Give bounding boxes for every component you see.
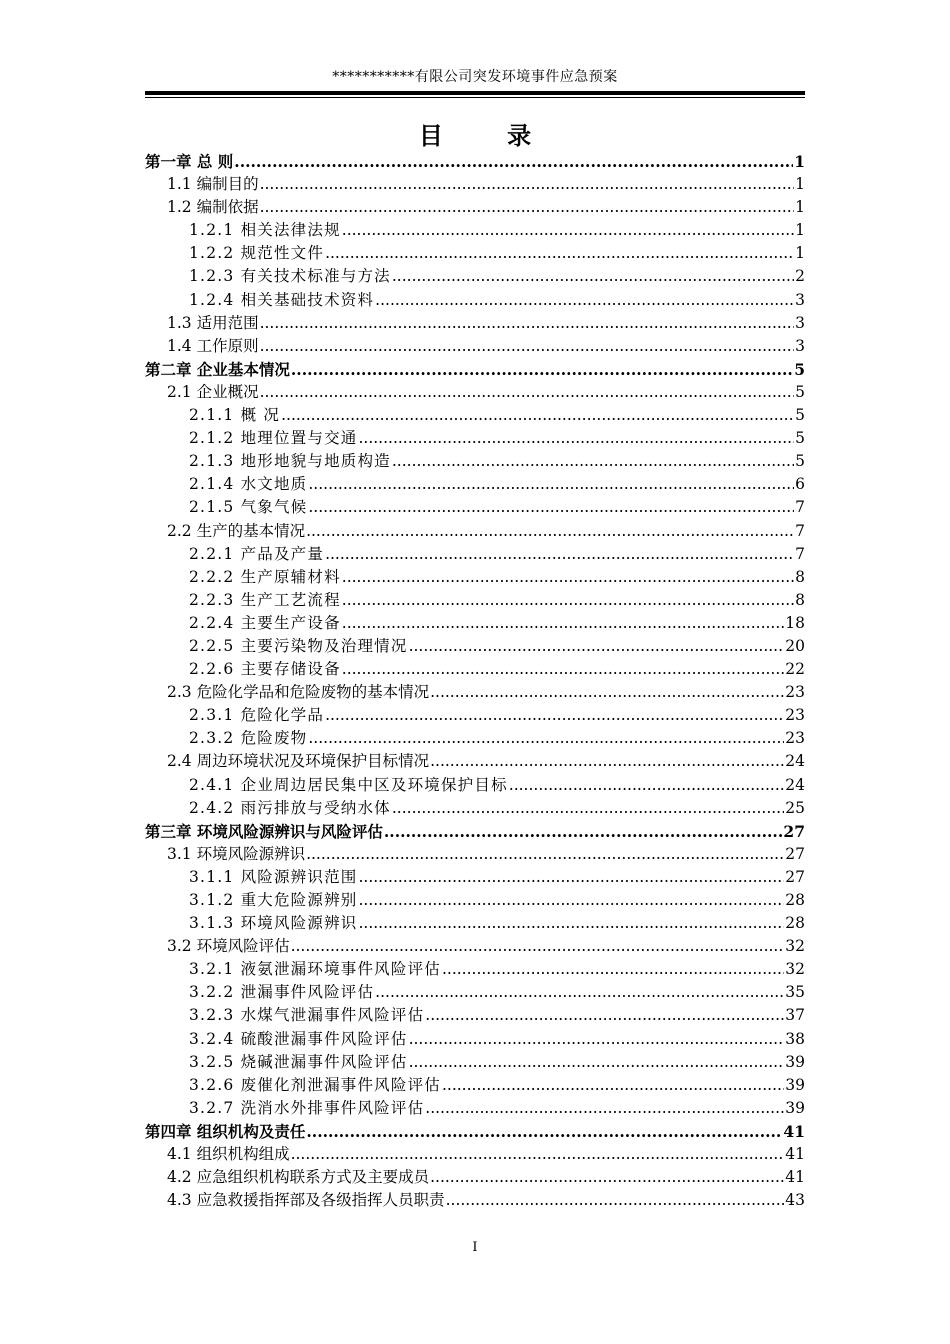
- toc-entry[interactable]: [145, 473, 805, 496]
- toc-entry-title: 4.3 应急救援指挥部及各级指挥人员职责: [167, 1191, 445, 1210]
- toc-entry-title: 3.2.7 洗消水外排事件风险评估: [189, 1098, 425, 1117]
- toc-entry-title: 第一章 总 则: [145, 152, 234, 171]
- toc-dot-leader: [384, 820, 783, 843]
- toc-entry-page: 18: [785, 613, 805, 632]
- toc-dot-leader: [342, 219, 794, 242]
- toc-dot-leader: [392, 450, 794, 473]
- toc-chapter-entry[interactable]: [145, 820, 805, 843]
- toc-entry[interactable]: [145, 958, 805, 981]
- toc-dot-leader: [358, 866, 784, 889]
- toc-entry-title: 1.1 编制目的: [167, 175, 259, 194]
- toc-entry-title: 2.2.4 主要生产设备: [189, 613, 341, 632]
- toc-entry[interactable]: [145, 866, 805, 889]
- toc-dot-leader: [260, 196, 795, 219]
- toc-entry-title: 3.2.5 烧碱泄漏事件风险评估: [189, 1052, 408, 1071]
- toc-entry[interactable]: [145, 173, 805, 196]
- toc-entry[interactable]: [145, 219, 805, 242]
- toc-entry[interactable]: [145, 704, 805, 727]
- toc-entry-title: 1.2.2 规范性文件: [189, 244, 325, 263]
- toc-entry[interactable]: [145, 196, 805, 219]
- toc-dot-leader: [392, 797, 784, 820]
- toc-entry-page: 32: [785, 960, 805, 979]
- toc-dot-leader: [308, 496, 794, 519]
- toc-dot-leader: [392, 265, 794, 288]
- toc-dot-leader: [260, 335, 795, 358]
- toc-entry-title: 2.2.3 生产工艺流程: [189, 590, 341, 609]
- toc-dot-leader: [260, 312, 795, 335]
- toc-dot-leader: [409, 1051, 785, 1074]
- toc-entry-page: 1: [795, 198, 805, 217]
- toc-dot-leader: [425, 1097, 784, 1120]
- toc-dot-leader: [291, 358, 793, 381]
- toc-dot-leader: [425, 1004, 784, 1027]
- toc-dot-leader: [260, 381, 795, 404]
- toc-entry[interactable]: [145, 774, 805, 797]
- toc-entry[interactable]: [145, 404, 805, 427]
- toc-entry-page: 3: [795, 336, 805, 355]
- toc-entry[interactable]: [145, 1051, 805, 1074]
- toc-dot-leader: [375, 289, 794, 312]
- toc-entry[interactable]: [145, 1004, 805, 1027]
- toc-entry-page: 1: [795, 221, 805, 240]
- page-number: I: [472, 1240, 478, 1255]
- toc-entry-page: 5: [795, 429, 805, 448]
- toc-dot-leader: [291, 1143, 785, 1166]
- toc-entry-page: 28: [785, 914, 805, 933]
- toc-entry-page: 7: [795, 521, 805, 540]
- toc-entry[interactable]: [145, 265, 805, 288]
- toc-entry-page: 5: [795, 452, 805, 471]
- toc-entry-title: 2.1.3 地形地貌与地质构造: [189, 452, 391, 471]
- toc-dot-leader: [509, 774, 784, 797]
- toc-entry[interactable]: [145, 1189, 805, 1212]
- toc-entry-page: 37: [785, 1006, 805, 1025]
- toc-entry-title: 2.1.5 气象气候: [189, 498, 308, 517]
- toc-entry-page: 27: [785, 844, 805, 863]
- toc-entry-page: 39: [785, 1098, 805, 1117]
- toc-entry[interactable]: [145, 520, 805, 543]
- toc-chapter-entry[interactable]: [145, 1120, 805, 1143]
- toc-entry-page: 43: [785, 1191, 805, 1210]
- toc-entry[interactable]: [145, 635, 805, 658]
- toc-dot-leader: [358, 427, 794, 450]
- running-header: ***********有限公司突发环境事件应急预案: [332, 69, 618, 85]
- toc-entry[interactable]: [145, 543, 805, 566]
- toc-entry-title: 2.3.1 危险化学品: [189, 706, 325, 725]
- toc-entry[interactable]: [145, 496, 805, 519]
- header-rule-thin: [145, 97, 805, 98]
- toc-entry[interactable]: [145, 335, 805, 358]
- toc-entry-page: 25: [785, 798, 805, 817]
- toc-entry[interactable]: [145, 981, 805, 1004]
- toc-entry-title: 第二章 企业基本情况: [145, 359, 290, 379]
- toc-dot-leader: [409, 635, 785, 658]
- toc-entry-title: 1.2 编制依据: [167, 198, 259, 217]
- toc-entry-title: 2.3.2 危险废物: [189, 729, 308, 748]
- toc-entry-page: 23: [785, 683, 805, 702]
- toc-entry-title: 3.2.3 水煤气泄漏事件风险评估: [189, 1006, 425, 1025]
- toc-dot-leader: [234, 150, 793, 173]
- toc-entry-page: 41: [783, 1121, 805, 1141]
- table-of-contents: [145, 150, 805, 1212]
- toc-entry-title: 2.2 生产的基本情况: [167, 521, 306, 540]
- toc-title: 目 录: [418, 121, 560, 150]
- toc-entry-page: 28: [785, 891, 805, 909]
- toc-entry[interactable]: [145, 889, 805, 912]
- toc-entry-title: 2.2.6 主要存储设备: [189, 660, 341, 679]
- toc-dot-leader: [342, 566, 794, 589]
- toc-dot-leader: [409, 1028, 785, 1051]
- toc-entry[interactable]: [145, 242, 805, 265]
- toc-entry[interactable]: [145, 750, 805, 773]
- toc-entry-page: 5: [794, 359, 805, 379]
- toc-dot-leader: [325, 242, 794, 265]
- toc-entry[interactable]: [145, 612, 805, 635]
- toc-entry-page: 32: [785, 937, 805, 956]
- toc-dot-leader: [430, 750, 784, 773]
- toc-entry-title: 2.3 危险化学品和危险废物的基本情况: [167, 683, 430, 702]
- toc-entry-title: 2.4.1 企业周边居民集中区及环境保护目标: [189, 775, 508, 794]
- toc-entry-page: 7: [795, 544, 805, 563]
- toc-chapter-entry[interactable]: [145, 358, 805, 381]
- toc-dot-leader: [342, 612, 784, 635]
- toc-dot-leader: [430, 681, 784, 704]
- toc-entry-page: 39: [785, 1075, 805, 1094]
- toc-entry[interactable]: [145, 1166, 805, 1189]
- toc-entry-page: 20: [785, 636, 805, 655]
- toc-entry-title: 3.1 环境风险源辨识: [167, 844, 306, 863]
- toc-dot-leader: [260, 173, 795, 196]
- toc-entry-title: 2.1.2 地理位置与交通: [189, 429, 358, 448]
- toc-entry-page: 2: [795, 267, 805, 286]
- toc-dot-leader: [442, 1074, 784, 1097]
- toc-entry-title: 1.3 适用范围: [167, 313, 259, 332]
- toc-entry-page: 3: [795, 290, 805, 309]
- toc-entry-title: 2.1.4 水文地质: [189, 475, 308, 494]
- toc-entry-page: 22: [785, 660, 805, 679]
- toc-entry-title: 4.1 组织机构组成: [167, 1145, 290, 1164]
- toc-entry[interactable]: [145, 589, 805, 612]
- toc-entry-title: 第三章 环境风险源辨识与风险评估: [145, 821, 383, 841]
- toc-entry-title: 2.1 企业概况: [167, 382, 259, 401]
- toc-entry-page: 1: [794, 152, 805, 171]
- toc-entry-title: 1.2.1 相关法律法规: [189, 221, 341, 240]
- toc-entry-page: 1: [795, 175, 805, 194]
- toc-entry-title: 1.2.4 相关基础技术资料: [189, 290, 375, 309]
- toc-dot-leader: [375, 981, 784, 1004]
- toc-entry[interactable]: [145, 658, 805, 681]
- toc-entry[interactable]: [145, 566, 805, 589]
- toc-entry-page: 24: [785, 752, 805, 771]
- toc-entry-page: 7: [795, 498, 805, 517]
- toc-dot-leader: [325, 704, 784, 727]
- toc-entry[interactable]: [145, 1028, 805, 1051]
- toc-dot-leader: [442, 958, 784, 981]
- toc-entry-title: 2.2.2 生产原辅材料: [189, 567, 341, 586]
- toc-entry-title: 4.2 应急组织机构联系方式及主要成员: [167, 1168, 430, 1187]
- toc-entry[interactable]: [145, 727, 805, 750]
- toc-entry-title: 3.2 环境风险评估: [167, 937, 290, 956]
- toc-dot-leader: [358, 889, 784, 912]
- toc-dot-leader: [306, 843, 784, 866]
- toc-entry-page: 27: [783, 821, 805, 841]
- toc-entry-title: 2.1.1 概 况: [189, 406, 281, 425]
- toc-dot-leader: [308, 473, 794, 496]
- toc-dot-leader: [325, 543, 794, 566]
- toc-entry[interactable]: [145, 312, 805, 335]
- toc-entry-title: 3.1.2 重大危险源辨别: [189, 891, 358, 909]
- toc-entry-page: 8: [795, 567, 805, 586]
- toc-dot-leader: [342, 658, 784, 681]
- toc-entry-page: 35: [785, 983, 805, 1002]
- toc-entry-page: 3: [795, 313, 805, 332]
- toc-entry[interactable]: [145, 427, 805, 450]
- toc-entry-page: 38: [785, 1029, 805, 1048]
- header-rule-thick: [145, 91, 805, 95]
- toc-entry-title: 第四章 组织机构及责任: [145, 1121, 306, 1141]
- toc-entry-title: 3.1.1 风险源辨识范围: [189, 867, 358, 886]
- toc-entry[interactable]: [145, 935, 805, 958]
- toc-entry-title: 3.2.6 废催化剂泄漏事件风险评估: [189, 1075, 441, 1094]
- toc-entry[interactable]: [145, 381, 805, 404]
- toc-entry[interactable]: [145, 681, 805, 704]
- toc-entry-page: 5: [795, 406, 805, 425]
- toc-entry-title: 3.2.4 硫酸泄漏事件风险评估: [189, 1029, 408, 1048]
- toc-entry-page: 23: [785, 706, 805, 725]
- toc-entry-title: 2.4.2 雨污排放与受纳水体: [189, 798, 391, 817]
- toc-dot-leader: [308, 727, 784, 750]
- toc-dot-leader: [306, 1120, 782, 1143]
- toc-entry-title: 1.4 工作原则: [167, 336, 259, 355]
- toc-entry[interactable]: [145, 1097, 805, 1120]
- toc-dot-leader: [430, 1166, 784, 1189]
- toc-entry-page: 24: [785, 775, 805, 794]
- toc-entry[interactable]: [145, 289, 805, 312]
- toc-entry-title: 3.1.3 环境风险源辨识: [189, 914, 358, 933]
- toc-entry[interactable]: [145, 1143, 805, 1166]
- toc-dot-leader: [446, 1189, 785, 1212]
- toc-chapter-entry[interactable]: [145, 150, 805, 173]
- toc-dot-leader: [281, 404, 794, 427]
- toc-entry-page: 41: [785, 1168, 805, 1187]
- toc-entry-title: 2.4 周边环境状况及环境保护目标情况: [167, 752, 430, 771]
- toc-entry-page: 5: [795, 382, 805, 401]
- toc-entry[interactable]: [145, 450, 805, 473]
- toc-entry[interactable]: [145, 843, 805, 866]
- toc-dot-leader: [306, 520, 794, 543]
- toc-entry[interactable]: [145, 1074, 805, 1097]
- toc-entry-page: 41: [785, 1145, 805, 1164]
- toc-entry-page: 39: [785, 1052, 805, 1071]
- toc-entry[interactable]: [145, 797, 805, 820]
- toc-entry-page: 1: [795, 244, 805, 263]
- toc-entry-title: 2.2.1 产品及产量: [189, 544, 325, 563]
- toc-entry-title: 1.2.3 有关技术标准与方法: [189, 267, 391, 286]
- toc-entry-page: 8: [795, 590, 805, 609]
- toc-entry[interactable]: [145, 912, 805, 935]
- toc-entry-page: 27: [785, 867, 805, 886]
- toc-entry-page: 6: [795, 475, 805, 494]
- toc-dot-leader: [291, 935, 785, 958]
- toc-entry-title: 3.2.2 泄漏事件风险评估: [189, 983, 375, 1002]
- toc-entry-title: 2.2.5 主要污染物及治理情况: [189, 636, 408, 655]
- toc-entry-title: 3.2.1 液氨泄漏环境事件风险评估: [189, 960, 441, 979]
- toc-dot-leader: [358, 912, 784, 935]
- toc-entry-page: 23: [785, 729, 805, 748]
- toc-dot-leader: [342, 589, 794, 612]
